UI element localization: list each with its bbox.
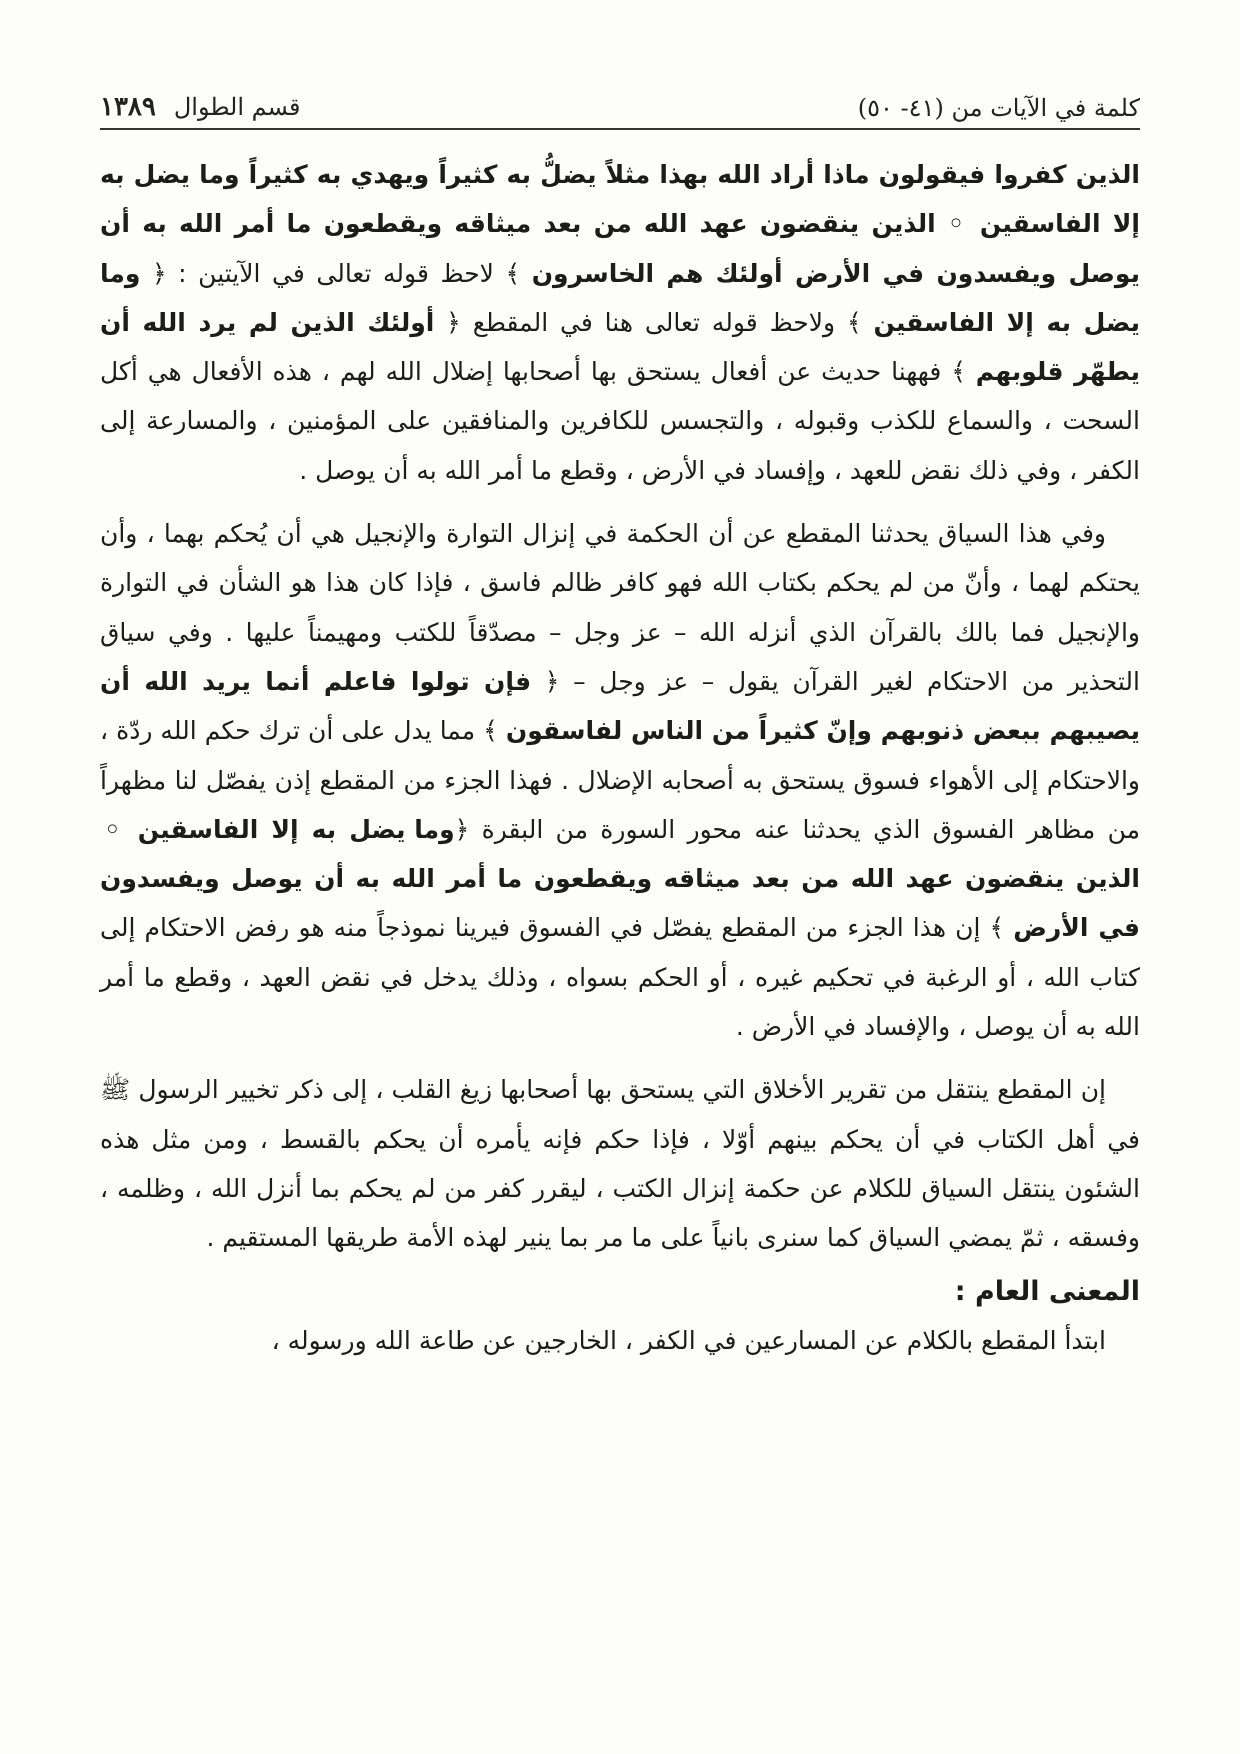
commentary-text: إن المقطع ينتقل من تقرير الأخلاق التي يستحق بها أصحابها زيغ القلب ، إلى ذكر تخيير الرسول ﷺ في أهل الكتاب في أن يحكم بينهم أوّلا ، فإذا حكم فإنه يأمره أن يحكم بالقسط ، ومن مثل هذه الشئون ينتقل السياق للكلام عن حكمة إنزال الكتب ، ليقرر كفر من لم يحكم بما أنزل الله ، وظلمه ، وفسقه ، ثمّ يمضي السياق كما سنرى بانياً على ما مر بما ينير لهذه الأمة طريقها المستقيم . — [100, 1075, 1140, 1253]
header-section-name: قسم الطوال — [173, 93, 301, 121]
page-body — [100, 150, 1140, 1365]
header-section-group — [100, 92, 301, 122]
quran-quote: وما يضل به إلا الفاسقين ◦ الذين ينقضون عهد الله من بعد ميثاقه ويقطعون ما أمر الله به أن يوصل ويفسدون في الأرض — [100, 814, 1140, 943]
page-number: ١٣٨٩ — [100, 92, 156, 122]
quran-quote: الذين كفروا فيقولون ماذا أراد الله بهذا مثلاً يضلُّ به كثيراً ويهدي به كثيراً وما يضل به إلا الفاسقين ◦ الذين ينقضون عهد الله من بعد ميثاقه ويقطعون ما أمر الله به أن يوصل ويفسدون في الأرض أولئك هم الخاسرون — [100, 160, 1140, 288]
commentary-text: ﴾ فههنا حديث عن أفعال يستحق بها أصحابها إضلال الله لهم ، هذه الأفعال هي أكل السحت ، والسماع للكذب وقبوله ، والتجسس للكافرين والمنافقين على المؤمنين ، والمسارعة إلى الكفر ، وفي ذلك نقض للعهد ، وإفساد في الأرض ، وقطع ما أمر الله به أن يوصل . — [100, 357, 1140, 485]
quran-quote: فإن تولوا فاعلم أنما يريد الله أن يصيبهم ببعض ذنوبهم وإنّ كثيراً من الناس لفاسقون — [100, 666, 1140, 746]
paragraph-final: ابتدأ المقطع بالكلام عن المسارعين في الكفر ، الخارجين عن طاعة الله ورسوله ، — [271, 1325, 1106, 1355]
running-header — [100, 78, 1140, 122]
commentary-text: ﴾ ولاحظ قوله تعالى هنا في المقطع ﴿ — [434, 307, 874, 337]
section-heading: المعنى العام : — [954, 1275, 1140, 1307]
commentary-text: ﴾ مما يدل على أن ترك حكم الله ردّة ، والاحتكام إلى الأهواء فسوق يستحق به أصحابه الإضلال . فهذا الجزء من المقطع إذن يفصّل لنا مظهراً من مظاهر الفسوق الذي يحدثنا عنه محور السورة من البقرة ﴿ — [100, 716, 1140, 844]
quran-quote: أولئك الذين لم يرد الله أن يطهّر قلوبهم — [100, 307, 1140, 387]
quran-quote: وما يضل به إلا الفاسقين — [100, 258, 1140, 337]
paragraph-2 — [100, 509, 1140, 1051]
paragraph-3 — [100, 1065, 1140, 1262]
header-title: كلمة في الآيات من (٤١- ٥٠) — [857, 94, 1140, 122]
commentary-text: ﴾ لاحظ قوله تعالى في الآيتين : ﴿ — [140, 258, 532, 288]
commentary-text: ﴾ إن هذا الجزء من المقطع يفصّل في الفسوق فيرينا نموذجاً منه هو رفض الاحتكام إلى كتاب الله ، أو الرغبة في تحكيم غيره ، أو الحكم بسواه ، وذلك يدخل في نقض العهد ، وقطع ما أمر الله به أن يوصل ، والإفساد في الأرض . — [100, 913, 1140, 1042]
header-rule — [100, 128, 1140, 130]
paragraph-1 — [100, 150, 1140, 495]
commentary-text: وفي هذا السياق يحدثنا المقطع عن أن الحكمة في إنزال التوارة والإنجيل هي أن يُحكم بهما ، وأن يحتكم لهما ، وأنّ من لم يحكم بكتاب الله فهو كافر ظالم فاسق ، فإذا كان هذا هو الشأن في التوارة والإنجيل فما بالك بالقرآن الذي أنزله الله – عز وجل – مصدّقاً للكتب ومهيمناً عليها . وفي سياق التحذير من الاحتكام لغير القرآن يقول – عز وجل – ﴿ — [100, 519, 1140, 696]
